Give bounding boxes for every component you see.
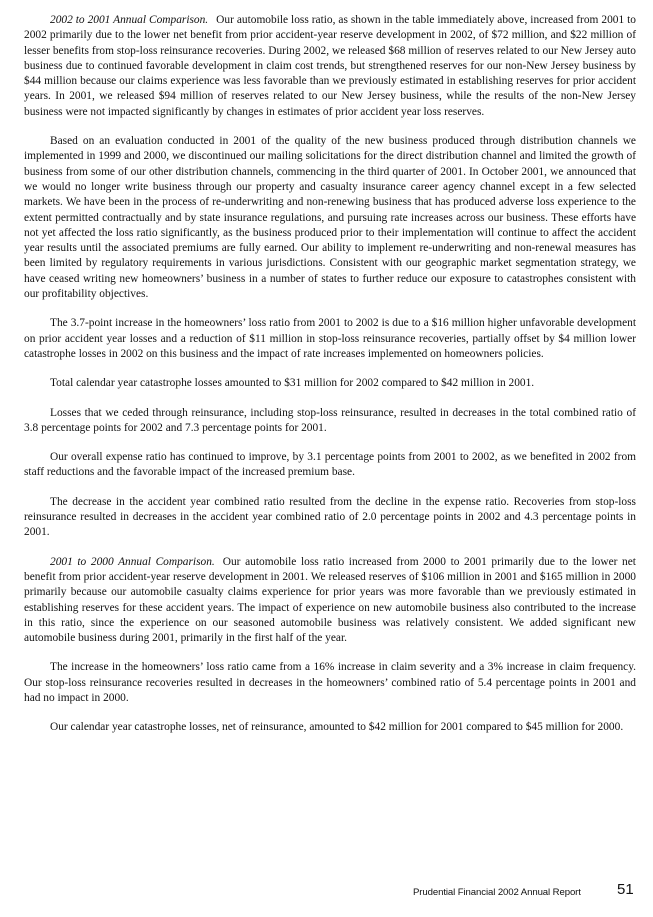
paragraph-catastrophe-losses-2001 — [24, 720, 636, 735]
paragraph-text: The increase in the homeowners’ loss ratio came from a 16% increase in claim severity and a 3% increase in claim frequency. Our stop-loss reinsurance recoveries resulted in decreases in the homeowners’ combined ratio of 5.4 percentage points in 2001 and had no impact in 2000. — [24, 661, 636, 704]
paragraph-homeowners-loss-ratio-2001 — [24, 660, 636, 706]
paragraph-text: Our overall expense ratio has continued to improve, by 3.1 percentage points from 2001 to 2002, as we benefited in 2002 from staff reductions and the favorable impact of the increased premium base. — [24, 451, 636, 479]
paragraph-text: Our calendar year catastrophe losses, net of reinsurance, amounted to $42 million for 2001 compared to $45 million for 2000. — [50, 721, 624, 734]
paragraph-text: The decrease in the accident year combined ratio resulted from the decline in the expense ratio. Recoveries from stop-loss reinsurance resulted in decreases in the accident year combined ratio of 2.0 percentage points in 2002 and 4.3 percentage points in 2001. — [24, 495, 636, 539]
paragraph-homeowners-loss-ratio-2002 — [24, 316, 636, 362]
report-title: Prudential Financial 2002 Annual Report — [413, 887, 581, 898]
page-number: 51 — [617, 881, 634, 898]
paragraph-text: Losses that we ceded through reinsurance, including stop-loss reinsurance, resulted in decreases in the total combined ratio of 3.8 percentage points for 2002 and 7.3 percentage points for 2001. — [24, 406, 636, 434]
paragraph-text: Our automobile loss ratio increased from 2000 to 2001 primarily due to the lower net benefit from prior accident-year reserve development in 2001. We released reserves of $106 million in 2001 and $165 million in 2000 primarily because our automobile casualty claims experience for prior years was more favorable than we previously estimated in establishing reserves for these accident years. The impact of experience on new automobile business also contributed to the increase in this ratio, since the experience on our seasoned automobile business was relatively consistent. We added significant new automobile business during 2001, primarily in the first half of the year. — [24, 555, 636, 645]
paragraph-accident-year-combined-ratio — [24, 495, 636, 541]
document-page — [24, 13, 636, 750]
paragraph-distribution-evaluation — [24, 134, 636, 302]
paragraph-text: Based on an evaluation conducted in 2001 of the quality of the new business produced through distribution channels we implemented in 1999 and 2000, we discontinued our mailing solicitations for the direct distribution channel and limited the growth of business from some of our other distribution channels, commencing in the third quarter of 2001. In October 2001, we announced that we would no longer write business through our property and casualty insurance career agency channel except in a few selected markets. We have been in the process of re-underwriting and non-renewing business that has produced adverse loss experience to the extent permitted contractually and by state insurance regulations, and pursuing rate increases across our business. These efforts have not yet affected the loss ratio significantly, as the business produced prior to their implementation will continue to affect the accident year results until the associated premiums are fully earned. Our ability to implement re-underwriting and non-renewal measures has been limited by regulatory requirements in various jurisdictions. Consistent with our geographic market segmentation strategy, we have ceased writing new homeowners’ business in a number of states to further reduce our exposure to catastrophes consistent with our profitability objectives. — [24, 135, 636, 301]
paragraph-reinsurance-losses — [24, 406, 636, 437]
paragraph-2001-comparison — [24, 555, 636, 647]
paragraph-text: Our automobile loss ratio, as shown in the table immediately above, increased from 2001 to 2002 primarily due to the lower net benefit from prior accident-year reserve development in 2002, of $72 million, and $22 million of lesser benefits from stop-loss reinsurance recoveries. During 2002, we released $68 million of reserves related to our New Jersey auto business due to continued favorable development in claim cost trends, but strengthened reserves for our non-New Jersey business by $44 million because our claims experience was less favorable than we previously estimated in establishing reserves for prior accident years. In 2001, we released $94 million of reserves related to our New Jersey business, while the results of the non-New Jersey business were not impacted significantly by changes in estimates of prior accident year loss reserves. — [24, 14, 636, 118]
paragraph-2002-comparison — [24, 13, 636, 120]
paragraph-text: Total calendar year catastrophe losses amounted to $31 million for 2002 compared to $42 million in 2001. — [50, 377, 535, 390]
paragraph-lead: 2002 to 2001 Annual Comparison. — [50, 14, 209, 26]
page-footer — [0, 880, 653, 904]
paragraph-text: The 3.7-point increase in the homeowners’ loss ratio from 2001 to 2002 is due to a $16 million higher unfavorable development on prior accident year losses and a reduction of $11 million in stop-loss reinsurance recoveries, partially offset by $4 million lower catastrophe losses in 2002 on this business and the impact of rate increases implemented on homeowners policies. — [24, 317, 636, 360]
paragraph-catastrophe-losses-2002 — [24, 376, 636, 391]
paragraph-expense-ratio — [24, 450, 636, 481]
paragraph-lead: 2001 to 2000 Annual Comparison. — [50, 555, 215, 568]
